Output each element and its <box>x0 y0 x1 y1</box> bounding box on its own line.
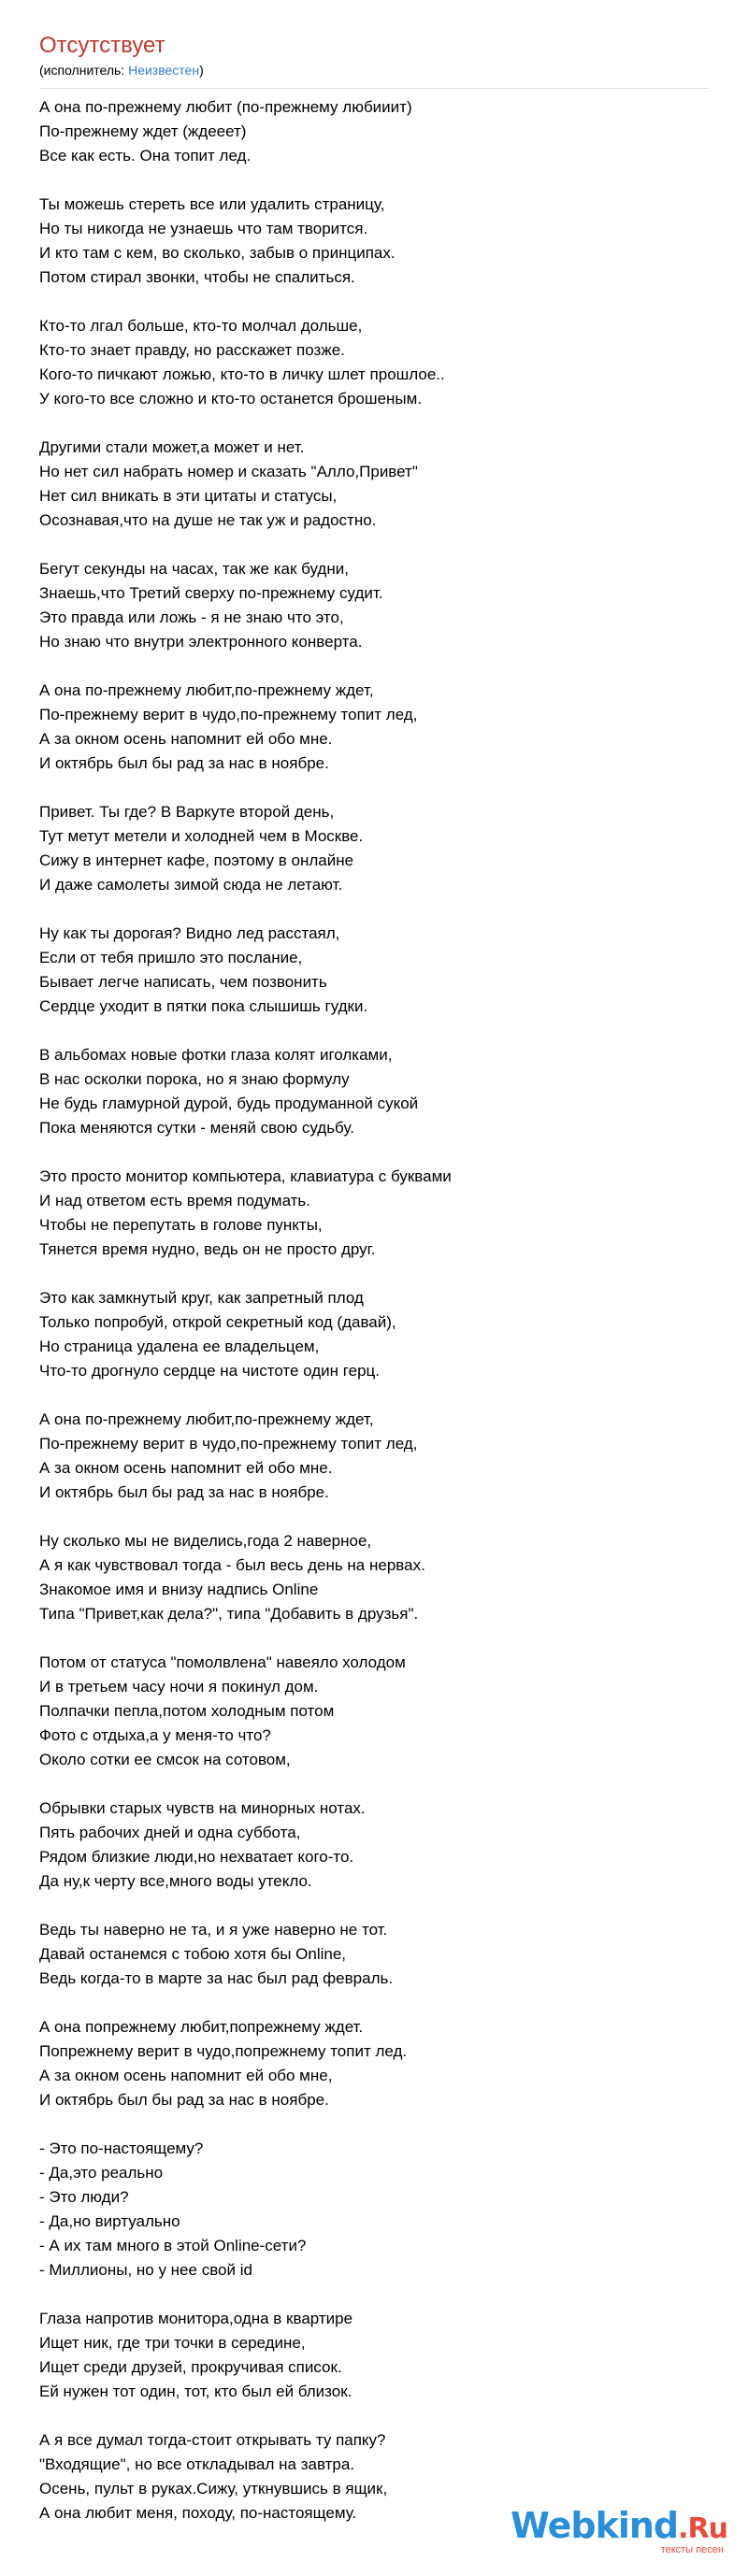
lyric-line: - Это по-настоящему? <box>39 2140 204 2157</box>
lyric-line: Это как замкнутый круг, как запретный плод <box>39 1289 364 1307</box>
lyric-line: Кто-то лгал больше, кто-то молчал дольше, <box>39 317 363 335</box>
lyric-line: В альбомах новые фотки глаза колят иголками, <box>39 1046 393 1064</box>
lyric-line: Ну сколько мы не виделись,года 2 наверное, <box>39 1532 372 1550</box>
lyric-line: А она по-прежнему любит,по-прежнему ждет, <box>39 681 374 699</box>
stanza <box>39 1918 712 1991</box>
stanza <box>39 1408 712 1505</box>
lyric-line: Сердце уходит в пятки пока слышишь гудки. <box>39 997 368 1015</box>
stanza <box>39 1043 712 1140</box>
lyric-line: Бывает легче написать, чем позвонить <box>39 973 327 991</box>
lyric-line: Нет сил вникать в эти цитаты и статусы, <box>39 487 338 505</box>
artist-link[interactable]: Неизвестен <box>128 63 200 78</box>
lyric-line: А за окном осень напомнит ей обо мне. <box>39 730 333 748</box>
lyric-line: И даже самолеты зимой сюда не летают. <box>39 876 343 894</box>
lyric-line: - Это люди? <box>39 2188 129 2206</box>
lyrics-body <box>39 95 712 2550</box>
lyric-line: Ведь когда-то в марте за нас был рад февраль. <box>39 1969 394 1987</box>
lyric-line: - Миллионы, но у нее свой id <box>39 2261 252 2279</box>
header-divider <box>39 88 709 89</box>
lyric-line: И октябрь был бы рад за нас в ноябре. <box>39 754 329 772</box>
lyric-line: И над ответом есть время подумать. <box>39 1192 311 1209</box>
stanza <box>39 95 712 168</box>
stanza <box>39 2307 712 2404</box>
lyric-line: Чтобы не перепутать в голове пункты, <box>39 1216 323 1234</box>
lyric-line: Давай останемся с тобою хотя бы Online, <box>39 1945 347 1963</box>
lyric-line: Полпачки пепла,потом холодным потом <box>39 1702 335 1720</box>
lyric-line: Кого-то пичкают ложью, кто-то в личку шлет прошлое.. <box>39 365 445 383</box>
lyric-line: Потом от статуса "помолвлена" навеяло холодом <box>39 1653 406 1671</box>
stanza <box>39 2015 712 2112</box>
lyric-line: А она любит меня, походу, по-настоящему. <box>39 2504 357 2522</box>
artist-line <box>39 62 712 79</box>
stanza <box>39 193 712 290</box>
lyric-line: - А их там много в этой Online-сети? <box>39 2237 307 2254</box>
lyric-line: А за окном осень напомнит ей обо мне. <box>39 1459 333 1477</box>
lyric-line: Да ну,к черту все,много воды утекло. <box>39 1872 312 1890</box>
lyric-line: Ищет среди друзей, прокручивая список. <box>39 2358 342 2376</box>
lyric-line: И кто там с кем, во сколько, забыв о принципах. <box>39 244 396 262</box>
lyric-line: Привет. Ты где? В Варкуте второй день, <box>39 803 335 821</box>
lyric-line: А за окном осень напомнит ей обо мне, <box>39 2067 333 2084</box>
lyric-line: - Да,но виртуально <box>39 2212 180 2230</box>
lyric-line: Бегут секунды на часах, так же как будни, <box>39 560 349 578</box>
lyric-line: Ведь ты наверно не та, и я уже наверно не тот. <box>39 1921 388 1939</box>
lyric-line: Кто-то знает правду, но расскажет позже. <box>39 341 345 359</box>
site-logo[interactable] <box>511 2505 727 2555</box>
logo-subtitle: тексты песен <box>660 2544 724 2555</box>
lyric-line: И октябрь был бы рад за нас в ноябре. <box>39 2091 329 2109</box>
lyric-line: Типа "Привет,как дела?", типа "Добавить в друзья". <box>39 1605 419 1623</box>
stanza <box>39 922 712 1019</box>
lyric-line: Ты можешь стереть все или удалить страницу, <box>39 195 385 213</box>
stanza <box>39 2137 712 2283</box>
stanza <box>39 557 712 654</box>
lyric-line: Ей нужен тот один, тот, кто был ей близок. <box>39 2383 352 2400</box>
song-title: Отсутствует <box>39 33 165 58</box>
lyric-line: Ну как ты дорогая? Видно лед расстаял, <box>39 924 340 942</box>
lyric-line: Но знаю что внутри электронного конверта. <box>39 633 363 651</box>
lyric-line: Это просто монитор компьютера, клавиатура с буквами <box>39 1167 452 1185</box>
lyric-line: Но нет сил набрать номер и сказать "Алло,Привет" <box>39 463 418 480</box>
stanza <box>39 1796 712 1894</box>
logo-tld: .Ru <box>678 2512 727 2545</box>
lyric-line: Пока меняются сутки - меняй свою судьбу. <box>39 1119 354 1137</box>
stanza <box>39 1165 712 1262</box>
logo-word-text: Webkind <box>511 2505 679 2546</box>
song-header <box>39 32 712 79</box>
stanza <box>39 1529 712 1626</box>
lyric-line: Все как есть. Она топит лед. <box>39 147 252 165</box>
lyric-line: У кого-то все сложно и кто-то останется брошеным. <box>39 390 423 408</box>
lyric-line: Если от тебя пришло это послание, <box>39 949 303 966</box>
artist-suffix: ) <box>199 63 204 78</box>
stanza <box>39 436 712 533</box>
lyric-line: Что-то дрогнуло сердце на чистоте один герц. <box>39 1362 380 1380</box>
artist-prefix: (исполнитель: <box>39 63 129 78</box>
lyric-line: Обрывки старых чувств на минорных нотах. <box>39 1799 366 1817</box>
stanza <box>39 1651 712 1772</box>
lyric-line: Рядом близкие люди,но нехватает кого-то. <box>39 1848 354 1866</box>
lyric-line: По-прежнему верит в чудо,по-прежнему топит лед, <box>39 1435 418 1453</box>
stanza <box>39 314 712 411</box>
lyric-line: И в третьем часу ночи я покинул дом. <box>39 1678 319 1696</box>
lyric-line: Пять рабочих дней и одна суббота, <box>39 1824 301 1841</box>
lyric-line: Осознавая,что на душе не так уж и радостно. <box>39 511 377 529</box>
lyric-line: Фото с отдыха,а у меня-то что? <box>39 1726 271 1744</box>
lyric-line: Тут метут метели и холодней чем в Москве. <box>39 827 364 845</box>
lyric-line: Это правда или ложь - я не знаю что это, <box>39 608 344 626</box>
lyric-line: Ищет ник, где три точки в середине, <box>39 2334 306 2352</box>
lyric-line: Попрежнему верит в чудо,попрежнему топит лед. <box>39 2042 408 2060</box>
lyric-line: А она по-прежнему любит (по-прежнему любииит) <box>39 98 412 116</box>
lyric-line: А она по-прежнему любит,по-прежнему ждет, <box>39 1410 374 1428</box>
lyric-line: Тянется время нудно, ведь он не просто друг. <box>39 1240 376 1258</box>
lyric-line: Но ты никогда не узнаешь что там творится. <box>39 220 368 237</box>
lyric-line: Другими стали может,а может и нет. <box>39 438 305 456</box>
stanza <box>39 800 712 897</box>
logo-word <box>511 2505 727 2546</box>
lyric-line: В нас осколки порока, но я знаю формулу <box>39 1070 350 1088</box>
lyric-line: По-прежнему ждет (ждееет) <box>39 122 247 140</box>
lyric-line: А я как чувствовал тогда - был весь день на нервах. <box>39 1556 425 1574</box>
lyric-line: Сижу в интернет кафе, поэтому в онлайне <box>39 852 354 869</box>
lyric-line: Около сотки ее смсок на сотовом, <box>39 1751 291 1768</box>
lyric-line: Не будь гламурной дурой, будь продуманной сукой <box>39 1095 419 1112</box>
lyric-line: По-прежнему верит в чудо,по-прежнему топит лед, <box>39 706 418 723</box>
lyric-line: Знаешь,что Третий сверху по-прежнему судит. <box>39 584 383 602</box>
lyric-line: Глаза напротив монитора,одна в квартире <box>39 2310 353 2327</box>
lyric-line: И октябрь был бы рад за нас в ноябре. <box>39 1483 329 1501</box>
stanza <box>39 1286 712 1383</box>
lyric-line: А я все думал тогда-стоит открывать ту папку? <box>39 2431 386 2449</box>
lyric-line: "Входящие", но все откладывал на завтра. <box>39 2455 355 2473</box>
lyric-line: - Да,это реально <box>39 2164 164 2182</box>
lyric-line: А она попрежнему любит,попрежнему ждет. <box>39 2018 364 2036</box>
lyric-line: Но страница удалена ее владельцем, <box>39 1338 320 1355</box>
lyric-line: Потом стирал звонки, чтобы не спалиться. <box>39 268 355 286</box>
lyric-line: Знакомое имя и внизу надпись Online <box>39 1581 319 1598</box>
stanza <box>39 679 712 776</box>
lyric-line: Осень, пульт в руках.Сижу, уткнувшись в ящик, <box>39 2480 388 2497</box>
lyric-line: Только попробуй, открой секретный код (давай), <box>39 1313 396 1331</box>
